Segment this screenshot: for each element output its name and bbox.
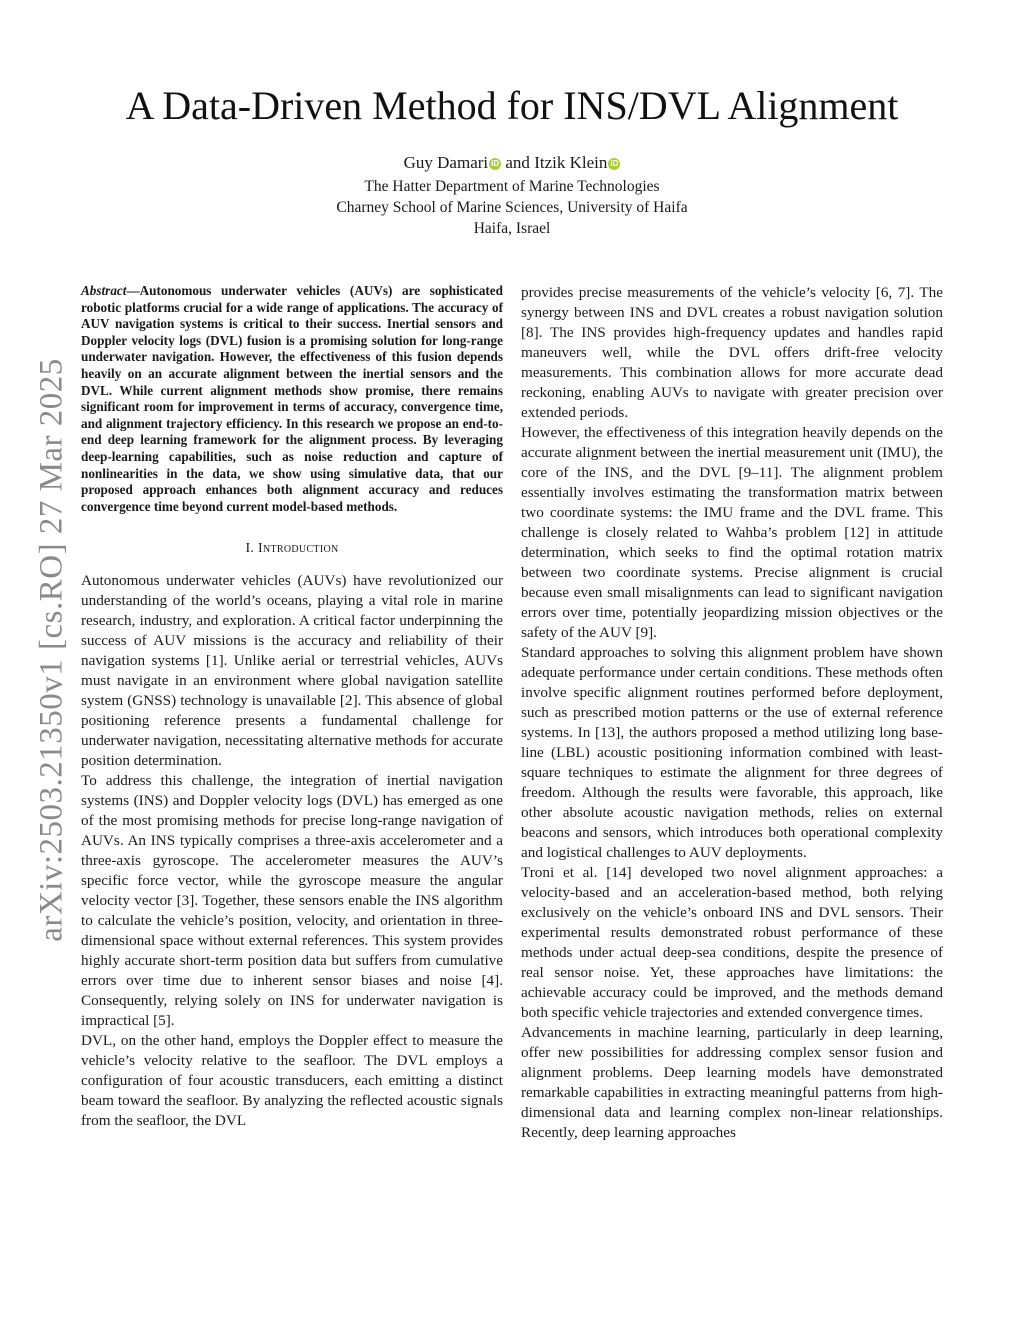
section-heading: I. Introduction <box>245 541 339 557</box>
right-column <box>521 283 943 1143</box>
paragraph: Standard approaches to solving this alignment problem have shown adequate performance under certain conditions. These methods often involve specific alignment routines performed before deployment, such as prescribed motion patterns or the use of external reference systems. In [13], the authors proposed a method utilizing long base-line (LBL) acoustic positioning information combined with least-square techniques to estimate the alignment for three degrees of freedom. Although the results were favorable, this approach, like other absolute acoustic navigation methods, relies on external beacons and sensors, which introduces both operational complexity and logistical challenges to AUV deployments. <box>521 644 943 861</box>
paragraph: To address this challenge, the integration of inertial navigation systems (INS) and Doppler velocity logs (DVL) has emerged as one of the most promising methods for precise long-range navigation of AUVs. An INS typically comprises a three-axis accelerometer and a three-axis gyroscope. The accelerometer measures the AUV’s specific force vector, while the gyroscope measure the angular velocity vector [3]. Together, these sensors enable the INS algorithm to calculate the vehicle’s position, velocity, and orientation in three-dimensional space without external references. This system provides highly accurate short-term position data but suffers from cumulative errors over time due to inherent sensor biases and noise [4]. Consequently, relying solely on INS for underwater navigation is impractical [5]. <box>81 772 503 1030</box>
paper-title: A Data-Driven Method for INS/DVL Alignment <box>125 83 899 128</box>
arxiv-identifier: arXiv:2503.21350v1 [cs.RO] 27 Mar 2025 <box>33 358 70 942</box>
abstract-text: —Autonomous underwater vehicles (AUVs) are sophisticated robotic platforms crucial for a wide range of applications. The accuracy of AUV navigation systems is critical to their success. Inertial sensors and Doppler velocity logs (DVL) fusion is a promising solution for long-range underwater navigation. However, the effectiveness of this fusion depends heavily on an accurate alignment between the inertial sensors and the DVL. While current alignment methods show promise, there remains significant room for improvement in terms of accuracy, convergence time, and alignment trajectory efficiency. In this research we propose an end-to-end deep learning framework for the alignment process. By leveraging deep-learning capabilities, such as noise reduction and capture of nonlinearities in the data, we show using simulative data, that our proposed approach enhances both alignment accuracy and reduces convergence time beyond current model-based methods. <box>81 283 503 514</box>
author-name: Guy Damari <box>403 153 489 172</box>
author-connector: and <box>505 153 530 172</box>
affiliation-line: Charney School of Marine Sciences, University of Haifa <box>336 199 688 216</box>
paragraph: Autonomous underwater vehicles (AUVs) have revolutionized our understanding of the world’s oceans, playing a vital role in marine research, industry, and exploration. A critical factor underpinning the success of AUV missions is the accuracy and reliability of their navigation systems [1]. Unlike aerial or terrestrial vehicles, AUVs must navigate in an environment where global navigation satellite system (GNSS) technology is unavailable [2]. This absence of global positioning reference presents a fundamental challenge for underwater navigation, necessitating alternative methods for accurate position determination. <box>81 572 503 770</box>
affiliation-line: Haifa, Israel <box>473 220 551 237</box>
orcid-icon[interactable]: iD <box>491 159 500 168</box>
abstract <box>81 283 503 515</box>
abstract-label: Abstract <box>81 283 127 298</box>
affiliation-line: The Hatter Department of Marine Technologies <box>364 178 660 195</box>
left-column <box>81 283 503 1131</box>
paragraph: DVL, on the other hand, employs the Doppler effect to measure the vehicle’s velocity relative to the seafloor. The DVL employs a configuration of four acoustic transducers, each emitting a distinct beam toward the seafloor. By analyzing the reflected acoustic signals from the seafloor, the DVL <box>81 1032 503 1130</box>
paragraph: Advancements in machine learning, particularly in deep learning, offer new possibilities for addressing complex sensor fusion and alignment problems. Deep learning models have demonstrated remarkable capabilities in extracting meaningful patterns from high-dimensional data and learning complex non-linear relationships. Recently, deep learning approaches <box>521 1024 943 1141</box>
author-name: Itzik Klein <box>534 153 608 172</box>
paragraph: Troni et al. [14] developed two novel alignment approaches: a velocity-based and an acceleration-based method, both relying exclusively on the vehicle’s onboard INS and DVL sensors. Their experimental results demonstrated robust performance of these methods under actual deep-sea conditions, despite the presence of real sensor noise. Yet, these approaches have limitations: the achievable accuracy could be improved, and the methods demand both specific vehicle trajectories and extended convergence times. <box>521 864 943 1021</box>
author-line <box>0 152 1024 174</box>
paragraph: provides precise measurements of the vehicle’s velocity [6, 7]. The synergy between INS and DVL creates a robust navigation solution [8]. The INS provides high-frequency updates and handles rapid maneuvers well, while the DVL offers drift-free velocity measurements. This combination allows for more accurate dead reckoning, enabling AUVs to navigate with greater precision over extended periods. <box>521 284 943 421</box>
orcid-icon[interactable]: iD <box>610 159 619 168</box>
paragraph: However, the effectiveness of this integration heavily depends on the accurate alignment between the inertial measurement unit (IMU), the core of the INS, and the DVL [9–11]. The alignment problem essentially involves estimating the transformation matrix between two coordinate systems: the IMU frame and the DVL frame. This challenge is closely related to Wahba’s problem [12] in attitude determination, which seeks to find the optimal rotation matrix between two coordinate systems. Precise alignment is crucial because even small misalignments can lead to significant navigation errors over time, potentially jeopardizing mission objectives or the safety of the AUV [9]. <box>521 424 943 641</box>
